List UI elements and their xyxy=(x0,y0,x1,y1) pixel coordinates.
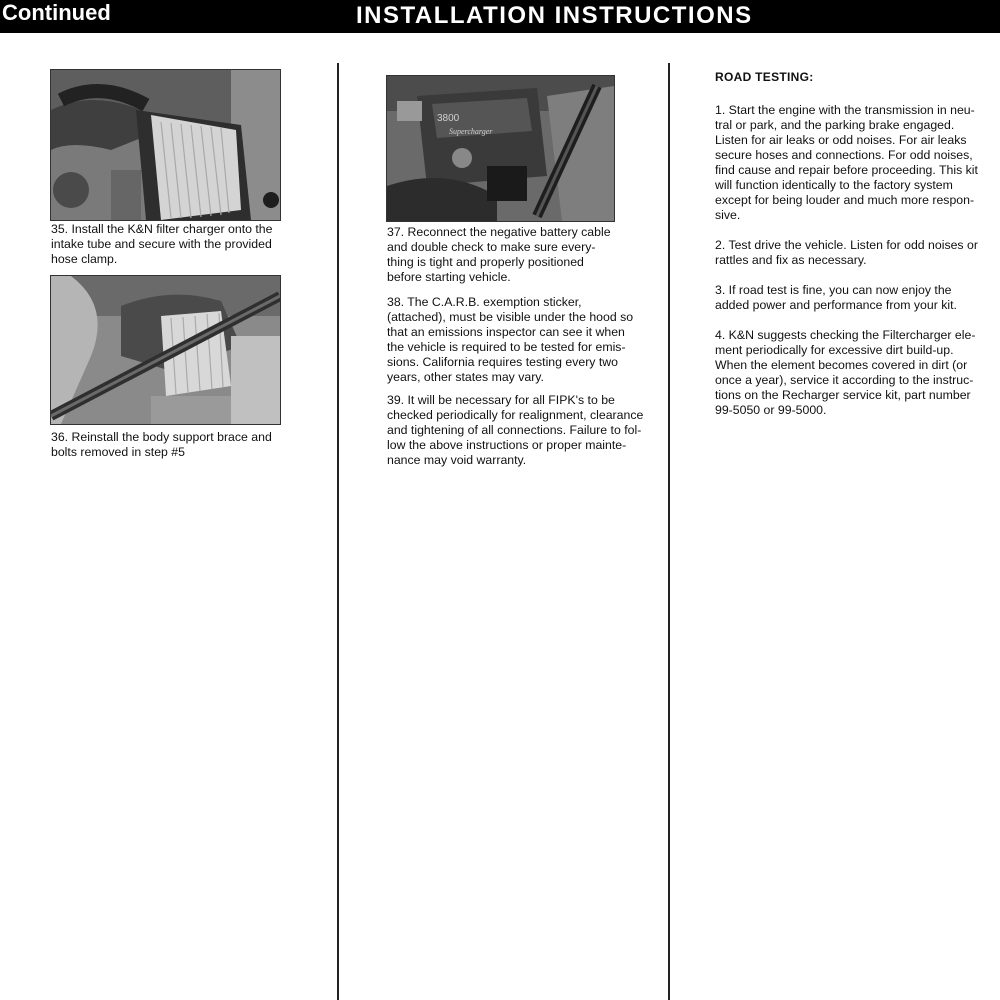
step-37-text: 37. Reconnect the negative battery cable and double check to make sure every- thing is tight and properly positioned before starting vehicle. xyxy=(387,225,611,284)
engine-photo xyxy=(386,75,615,222)
road-testing-heading: ROAD TESTING: xyxy=(715,70,814,84)
svg-text:Supercharger: Supercharger xyxy=(449,127,493,136)
road-test-item-1: 1. Start the engine with the transmission in neu- tral or park, and the parking brake engaged. Listen for air leaks or odd noises. For air leaks secure hoses and connections. For odd noises, find cause and repair before proceeding. This kit will function identically to the factory system except for being louder and much more respon- sive. xyxy=(715,103,978,222)
continued-label: Continued xyxy=(2,0,111,25)
brace-install-photo xyxy=(50,275,281,425)
step-35-text: 35. Install the K&N filter charger onto the intake tube and secure with the provided hose clamp. xyxy=(51,222,273,266)
road-test-item-2: 2. Test drive the vehicle. Listen for odd noises or rattles and fix as necessary. xyxy=(715,238,978,267)
step-36-text: 36. Reinstall the body support brace and bolts removed in step #5 xyxy=(51,430,272,459)
column-divider-right xyxy=(668,63,670,1000)
filter-install-photo xyxy=(50,69,281,221)
page-title: INSTALLATION INSTRUCTIONS xyxy=(356,2,753,29)
engine-cover-text: 3800 xyxy=(437,113,460,124)
step-38-text: 38. The C.A.R.B. exemption sticker, (attached), must be visible under the hood so that an emissions inspector can see it when the vehicle is required to be tested for emis- sions. California requires testing every two years, other states may vary. xyxy=(387,295,634,384)
column-divider-left xyxy=(337,63,339,1000)
road-test-item-4: 4. K&N suggests checking the Filtercharger ele- ment periodically for excessive dirt build-up. When the element becomes covered in dirt (or once a year), service it according to the instruc- tions on the Recharger service kit, part number 99-5050 or 99-5000. xyxy=(715,328,976,417)
road-test-item-3: 3. If road test is fine, you can now enjoy the added power and performance from your kit. xyxy=(715,283,957,312)
step-39-text: 39. It will be necessary for all FIPK's to be checked periodically for realignment, clearance and tightening of all connections. Failure to fol- low the above instructions or proper mainte- nance may void warranty. xyxy=(387,393,644,467)
